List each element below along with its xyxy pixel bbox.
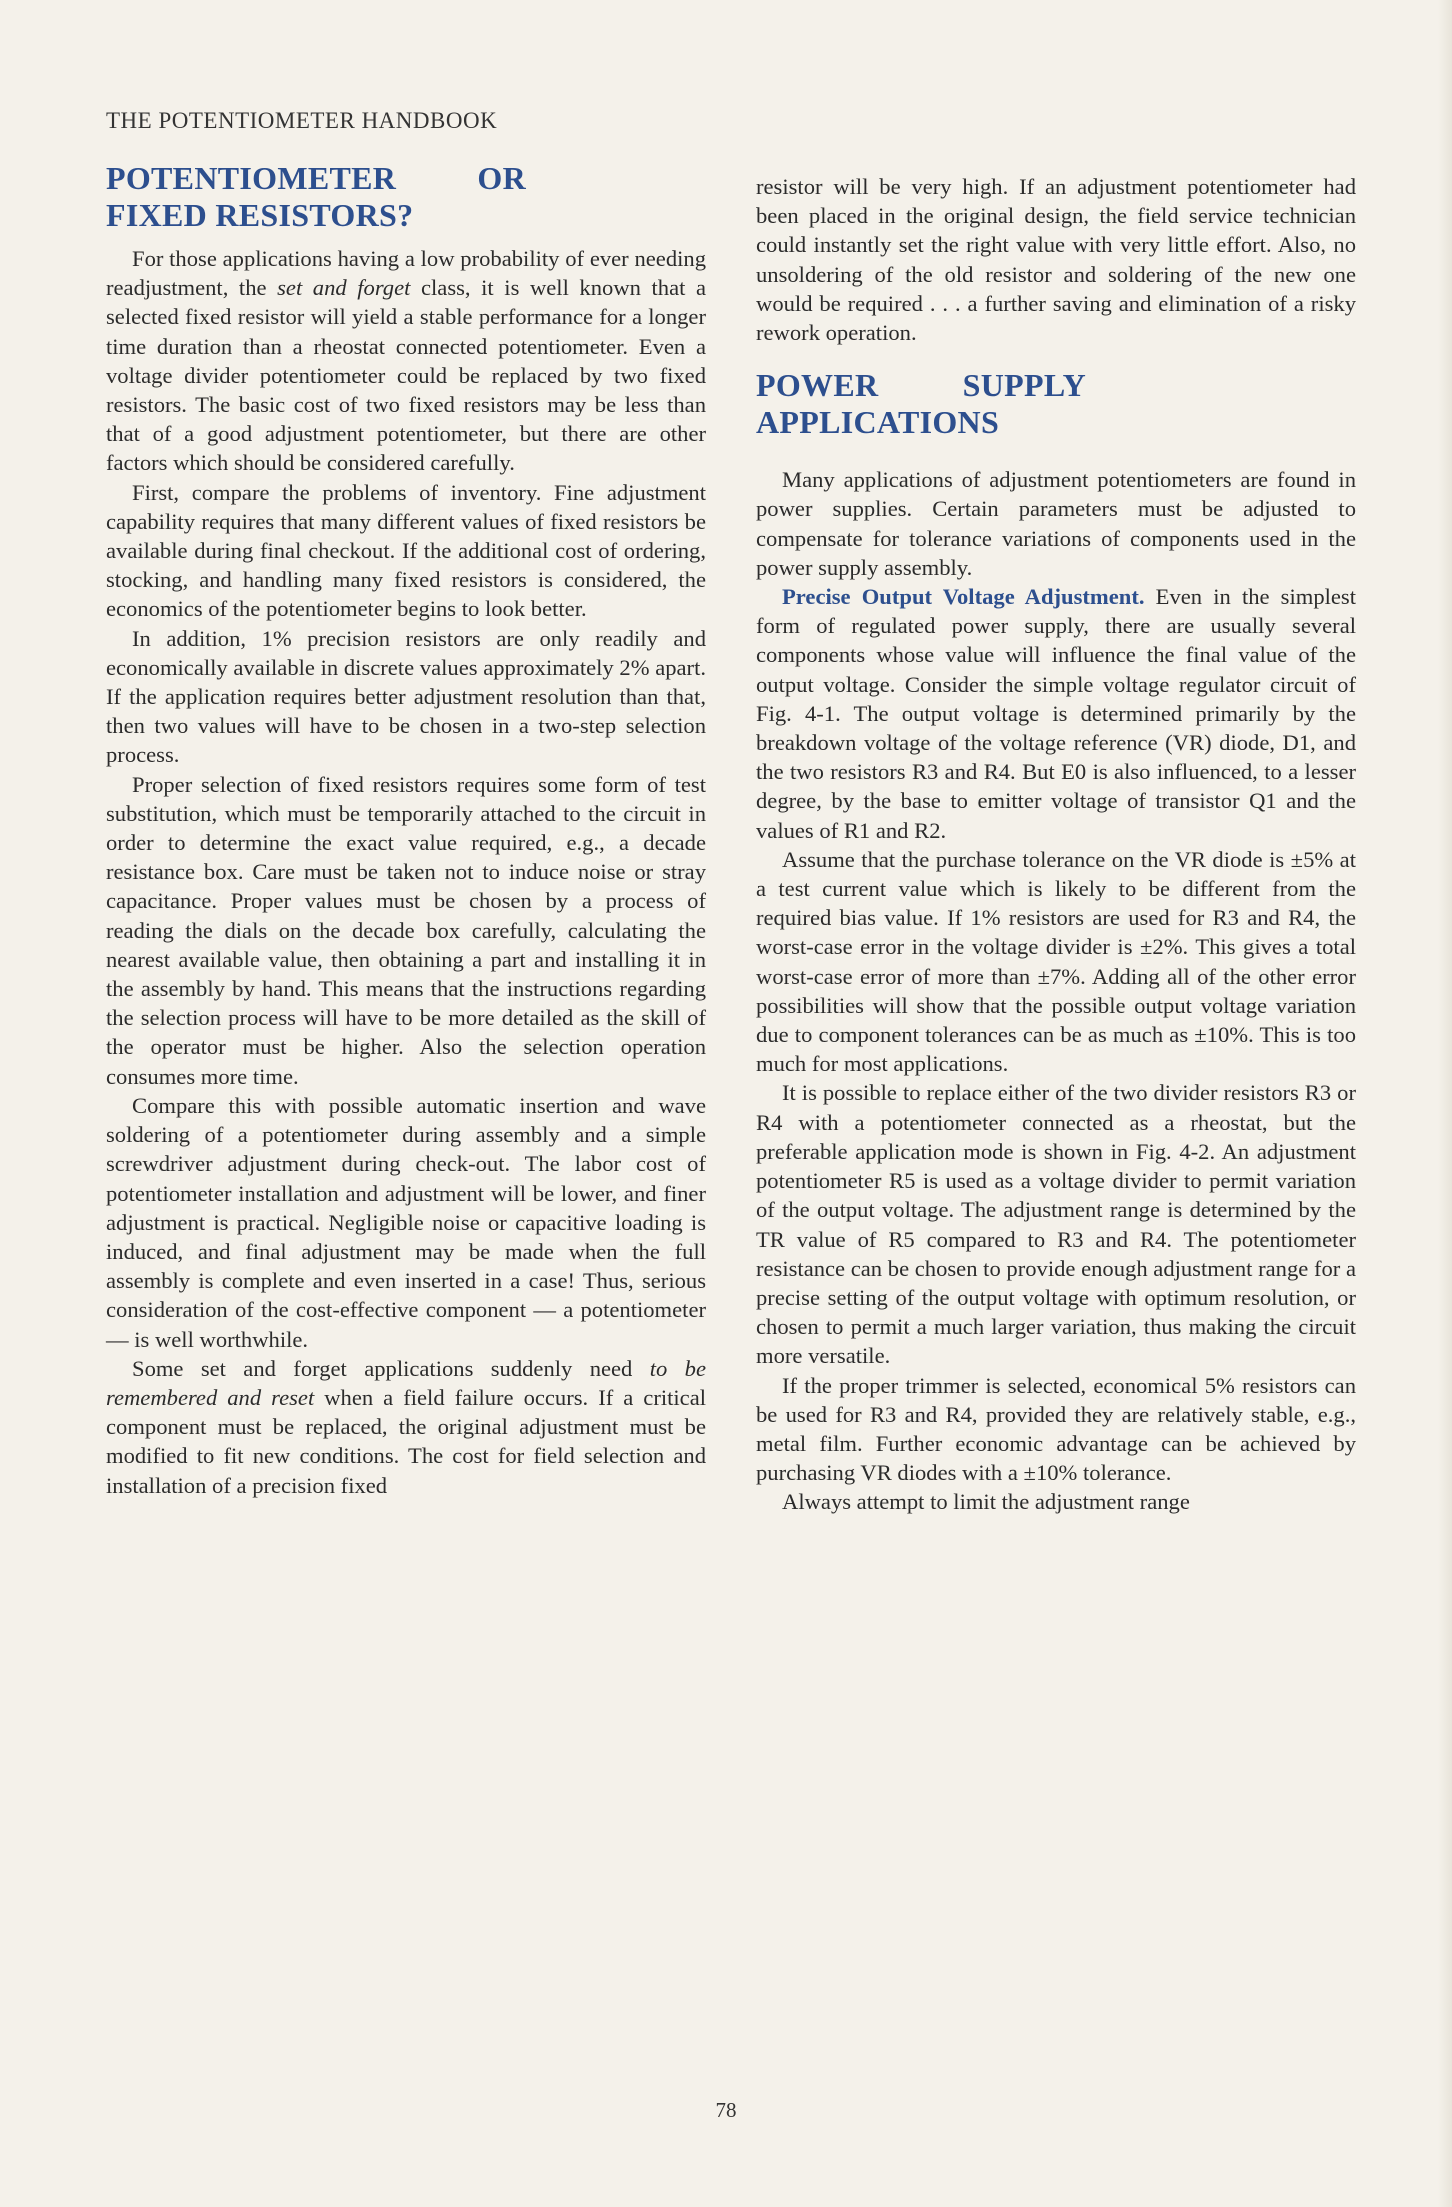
emphasis: to be remembered and reset	[106, 1355, 706, 1410]
paragraph: Compare this with possible automatic insertion and wave soldering of a potentiometer during assembly and a simple screwdriver adjustment during check-out. The labor cost of potentiometer installation and adjustment will be lower, and finer adjustment is practical. Negligible noise or capacitive loading is induced, and final adjustment may be made when the full assembly is complete and even inserted in a case! Thus, serious consideration of the cost-effective component — a potentiometer — is well worthwhile.	[106, 1092, 706, 1352]
paragraph: Proper selection of fixed resistors requires some form of test substitution, which must be temporarily attached to the circuit in order to determine the exact value required, e.g., a decade resistance box. Care must be taken not to induce noise or stray capacitance. Proper values must be chosen by a process of reading the dials on the decade box carefully, calculating the nearest available value, then obtaining a part and installing it in the assembly by hand. This means that the instructions regarding the selection process will have to be more detailed as the skill of the operator must be higher. Also the selection operation consumes more time.	[106, 771, 706, 1089]
paragraph: Some set and forget applications suddenly need to be remembered and reset when a field failure occurs. If a critical component must be replaced, the original adjustment must be modified to fit new conditions. The cost for field selection and installation of a precision fixed	[106, 1355, 707, 1498]
running-head: THE POTENTIOMETER HANDBOOK	[106, 108, 498, 133]
right-column	[756, 172, 1356, 1517]
paragraph: Many applications of adjustment potentiometers are found in power supplies. Certain parameters must be adjusted to compensate for tolerance variations of components used in the power supply assembly.	[756, 467, 1356, 580]
emphasis: set and forget	[277, 275, 411, 301]
paragraph: Precise Output Voltage Adjustment. Even in the simplest form of regulated power supply, there are usually several components whose value will influence the final value of the output voltage. Consider the simple voltage regulator circuit of Fig. 4-1. The output voltage is determined primarily by the breakdown voltage of the voltage reference (VR) diode, D1, and the two resistors R3 and R4. But E0 is also influenced, to a lesser degree, by the base to emitter voltage of transistor Q1 and the values of R1 and R2.	[756, 584, 1356, 843]
paragraph-continued: resistor will be very high. If an adjustment potentiometer had been placed in the original design, the field service technician could instantly set the right value with very little effort. Also, no unsoldering of the old resistor and soldering of the new one would be required . . . a further saving and elimination of a risky rework operation.	[756, 174, 1356, 346]
paragraph: For those applications having a low probability of ever needing readjustment, the set and forget class, it is well known that a selected fixed resistor will yield a stable performance for a longer time duration than a rheostat connected potentiometer. Even a voltage divider potentiometer could be replaced by two fixed resistors. The basic cost of two fixed resistors may be less than that of a good adjustment potentiometer, but there are other factors which should be considered carefully.	[106, 246, 707, 476]
paragraph: In addition, 1% precision resistors are only readily and economically available in discrete values approximately 2% apart. If the application requires better adjustment resolution than that, then two values will have to be chosen in a two-step selection process.	[106, 625, 706, 768]
page-number: 78	[715, 2098, 737, 2122]
section-heading-power-supply-applications: POWER SUPPLY APPLICATIONS	[756, 367, 1086, 441]
paragraph: It is possible to replace either of the two divider resistors R3 or R4 with a potentiometer connected as a rheostat, but the preferable application mode is shown in Fig. 4-2. An adjustment potentiometer R5 is used as a voltage divider to permit variation of the output voltage. The adjustment range is determined by the TR value of R5 compared to R3 and R4. The potentiometer resistance can be chosen to provide enough adjustment range for a precise setting of the output voltage with optimum resolution, or chosen to permit a much larger variation, thus making the circuit more versatile.	[756, 1080, 1356, 1369]
section-heading-potentiometer-or-fixed-resistors: POTENTIOMETER OR FIXED RESISTORS?	[106, 160, 526, 233]
paragraph: First, compare the problems of inventory. Fine adjustment capability requires that many different values of fixed resistors be available during final checkout. If the additional cost of ordering, stocking, and handling many fixed resistors is considered, the economics of the potentiometer begins to look better.	[106, 479, 706, 622]
paragraph: If the proper trimmer is selected, economical 5% resistors can be used for R3 and R4, provided they are relatively stable, e.g., metal film. Further economic advantage can be achieved by purchasing VR diodes with a ±10% tolerance.	[756, 1372, 1356, 1486]
page-edge	[1438, 0, 1452, 2207]
paragraph: Always attempt to limit the adjustment range	[782, 1489, 1190, 1515]
run-in-heading: Precise Output Voltage Adjustment.	[782, 584, 1145, 610]
paragraph: Assume that the purchase tolerance on the VR diode is ±5% at a test current value which is likely to be different from the required bias value. If 1% resistors are used for R3 and R4, the worst-case error in the voltage divider is ±2%. This gives a total worst-case error of more than ±7%. Adding all of the other error possibilities will show that the possible output voltage variation due to component tolerances can be as much as ±10%. This is too much for most applications.	[756, 846, 1356, 1077]
left-column	[106, 160, 706, 1500]
